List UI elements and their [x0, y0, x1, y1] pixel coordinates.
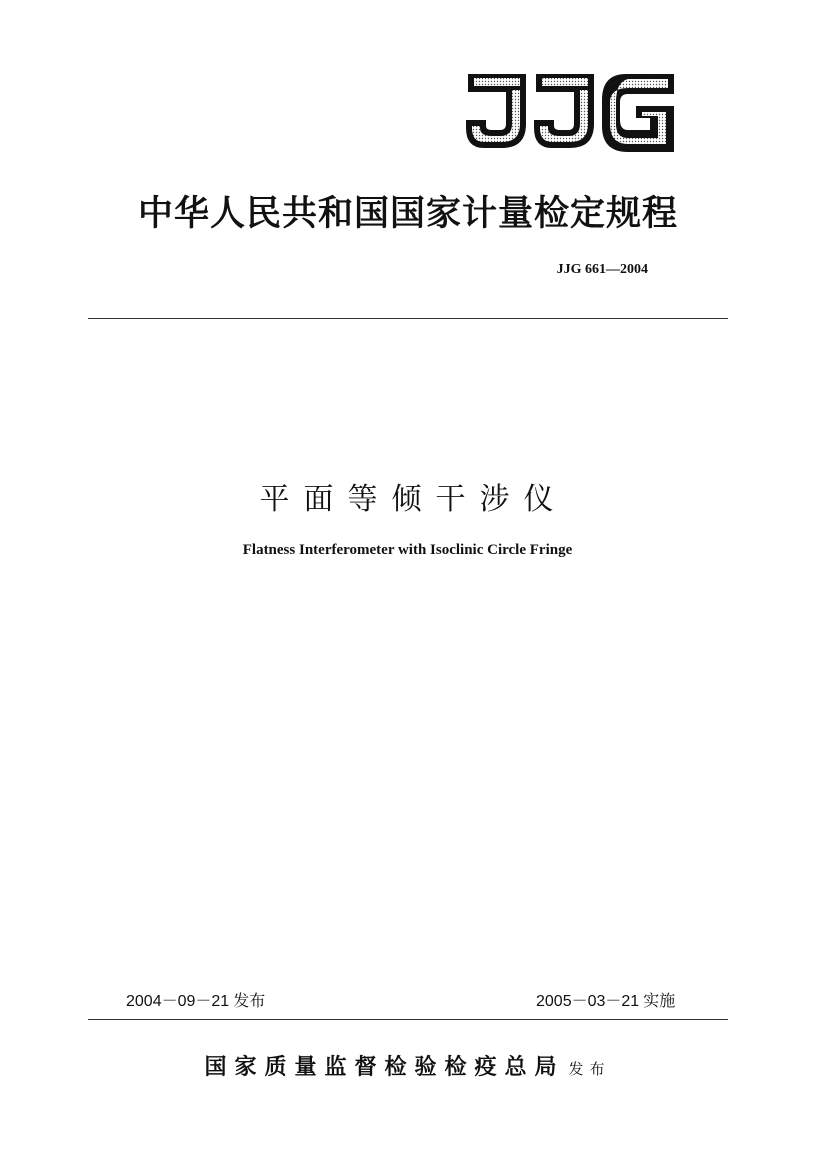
issue-label: 发布 [233, 993, 266, 1010]
logo-letter-j-1 [466, 74, 526, 148]
logo-letter-j-2 [534, 74, 594, 148]
issue-date: 2004－09－21 [126, 993, 230, 1010]
regulation-series-title: 中华人民共和国国家计量检定规程 [137, 194, 678, 234]
implement-date-line [536, 988, 675, 1011]
publisher-line [0, 1050, 815, 1081]
logo-letter-g [602, 74, 674, 152]
implement-label: 实施 [643, 993, 676, 1010]
standard-number: JJG 661—2004 [556, 262, 648, 277]
jjg-emblem-icon [460, 68, 680, 156]
jjg-logo [460, 68, 680, 156]
document-title-english: Flatness Interferometer with Isoclinic Circle Fringe [242, 542, 573, 558]
issue-date-line [126, 988, 265, 1011]
publisher-name: 国家质量监督检验检疫总局 [204, 1054, 565, 1080]
publisher-suffix: 发布 [568, 1060, 611, 1078]
implement-date: 2005－03－21 [536, 993, 640, 1010]
top-divider [88, 318, 728, 319]
bottom-divider [88, 1019, 728, 1020]
document-title-chinese: 平面等倾干涉仪 [259, 482, 568, 517]
